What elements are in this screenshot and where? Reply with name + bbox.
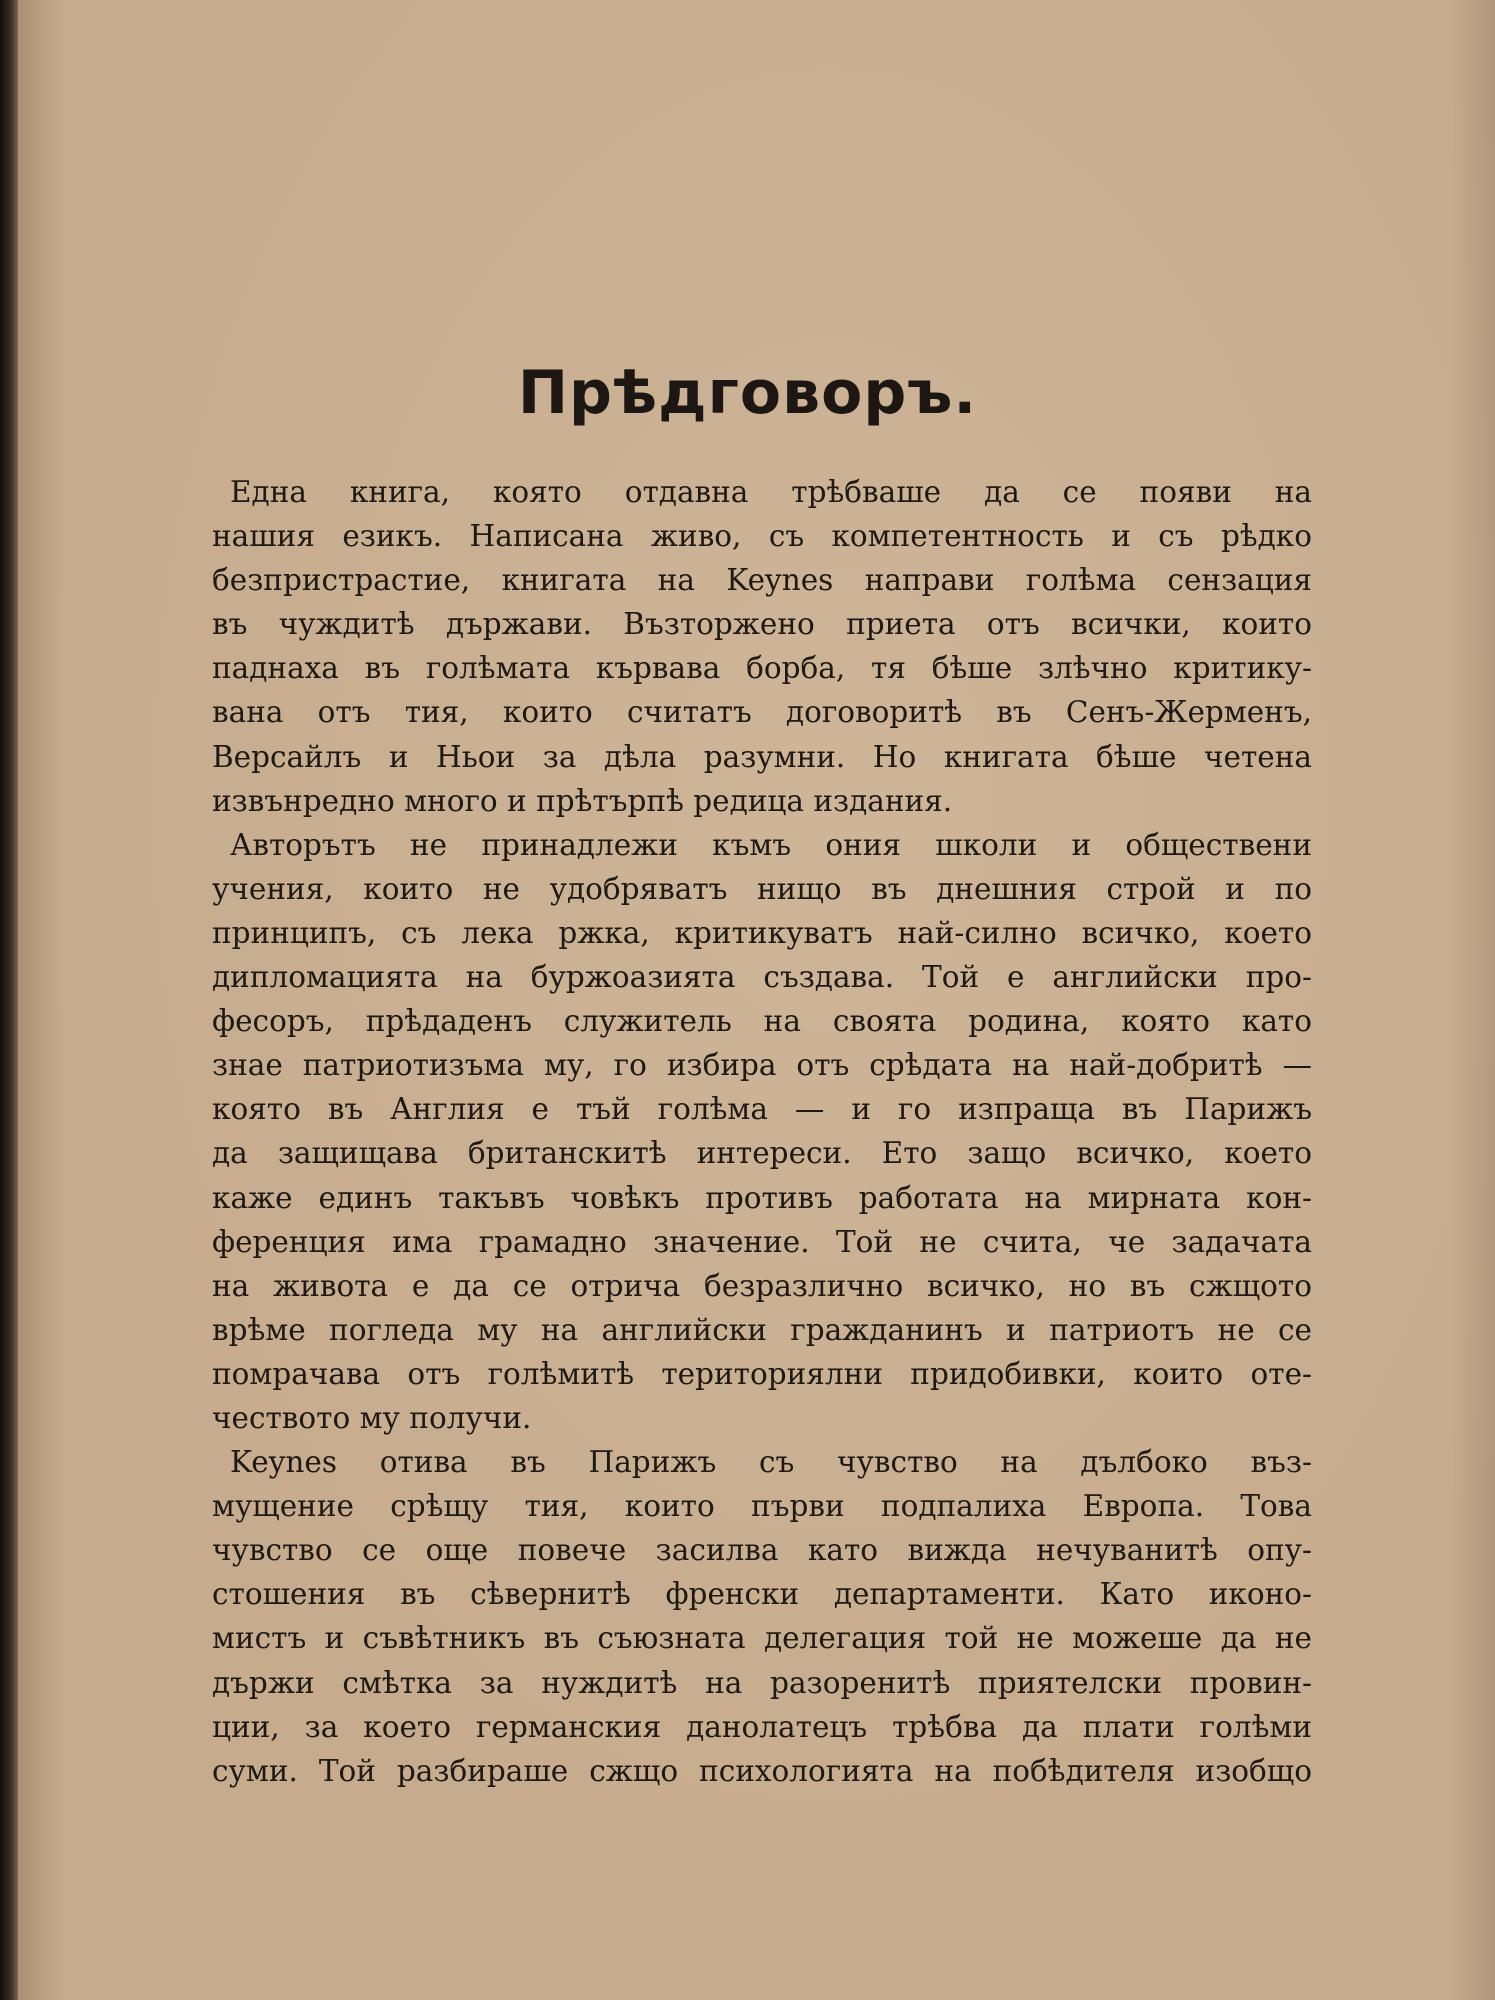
text-line: чеството му получи. <box>212 1400 532 1435</box>
text-line: извънредно много и прѣтърпѣ редица издания. <box>212 783 953 818</box>
text-line: ференция има грамадно значение. Той не счита, че задачата <box>212 1224 1312 1259</box>
text-line: принципъ, съ лека ржка, критикуватъ най-силно всичко, което <box>212 915 1312 950</box>
text-line: чувство се още повече засилва като вижда нечуванитѣ опу- <box>212 1533 1312 1568</box>
preface-body <box>212 470 1312 1793</box>
text-line: ции, за което германския данолатецъ трѣбва да плати голѣми <box>212 1709 1312 1744</box>
text-line: въ чуждитѣ държави. Възторжено приета отъ всички, които <box>212 607 1312 642</box>
text-line: врѣме погледа му на английски гражданинъ и патриотъ не се <box>212 1312 1312 1347</box>
text-line: Авторътъ не принадлежи къмъ ония школи и обществени <box>230 827 1312 862</box>
text-line: дипломацията на буржоазията създава. Той е английски про- <box>212 960 1312 995</box>
text-line: която въ Англия е тъй голѣма — и го изпраща въ Парижъ <box>212 1092 1312 1127</box>
page-title: Прѣдговоръ. <box>517 358 978 428</box>
text-line: на живота е да се отрича безразлично всичко, но въ сжщото <box>212 1268 1312 1303</box>
text-line: учения, които не удобряватъ нищо въ днешния строй и по <box>212 871 1312 906</box>
text-line: помрачава отъ голѣмитѣ териториялни придобивки, които оте- <box>212 1356 1312 1391</box>
text-line: паднаха въ голѣмата кървава борба, тя бѣше злѣчно критику- <box>212 651 1312 686</box>
text-line: Една книга, която отдавна трѣбваше да се появи на <box>230 475 1312 509</box>
text-line: безпристрастие, книгата на Keynes направи голѣма сензация <box>212 563 1312 598</box>
text-line: държи смѣтка за нуждитѣ на разоренитѣ приятелски провин- <box>212 1665 1312 1700</box>
text-line: стошения въ сѣвернитѣ френски департаменти. Като иконо- <box>212 1577 1312 1612</box>
book-spine-shadow <box>0 0 18 2000</box>
text-line: нашия езикъ. Написана живо, съ компетентность и съ рѣдко <box>212 519 1312 554</box>
text-line: знае патриотизъма му, го избира отъ срѣдата на най-добритѣ — <box>212 1048 1312 1083</box>
text-line: каже единъ такъвъ човѣкъ противъ работата на мирната кон- <box>212 1180 1312 1215</box>
text-line: Keynes отива въ Парижъ съ чувство на дълбоко въз- <box>230 1445 1312 1480</box>
text-line: да защищава британскитѣ интереси. Ето защо всичко, което <box>212 1136 1312 1171</box>
text-line: суми. Той разбираше сжщо психологията на побѣдителя изобщо <box>212 1753 1312 1788</box>
text-line: мущение срѣщу тия, които първи подпалиха Европа. Това <box>212 1489 1312 1524</box>
text-line: Версайлъ и Ньои за дѣла разумни. Но книгата бѣше четена <box>212 739 1312 774</box>
text-line: вана отъ тия, които считатъ договоритѣ въ Сенъ-Жерменъ, <box>212 695 1312 730</box>
text-line: фесоръ, прѣдаденъ служитель на своята родина, която като <box>212 1004 1312 1039</box>
text-line: мистъ и съвѣтникъ въ съюзната делегация той не можеше да не <box>212 1621 1312 1656</box>
